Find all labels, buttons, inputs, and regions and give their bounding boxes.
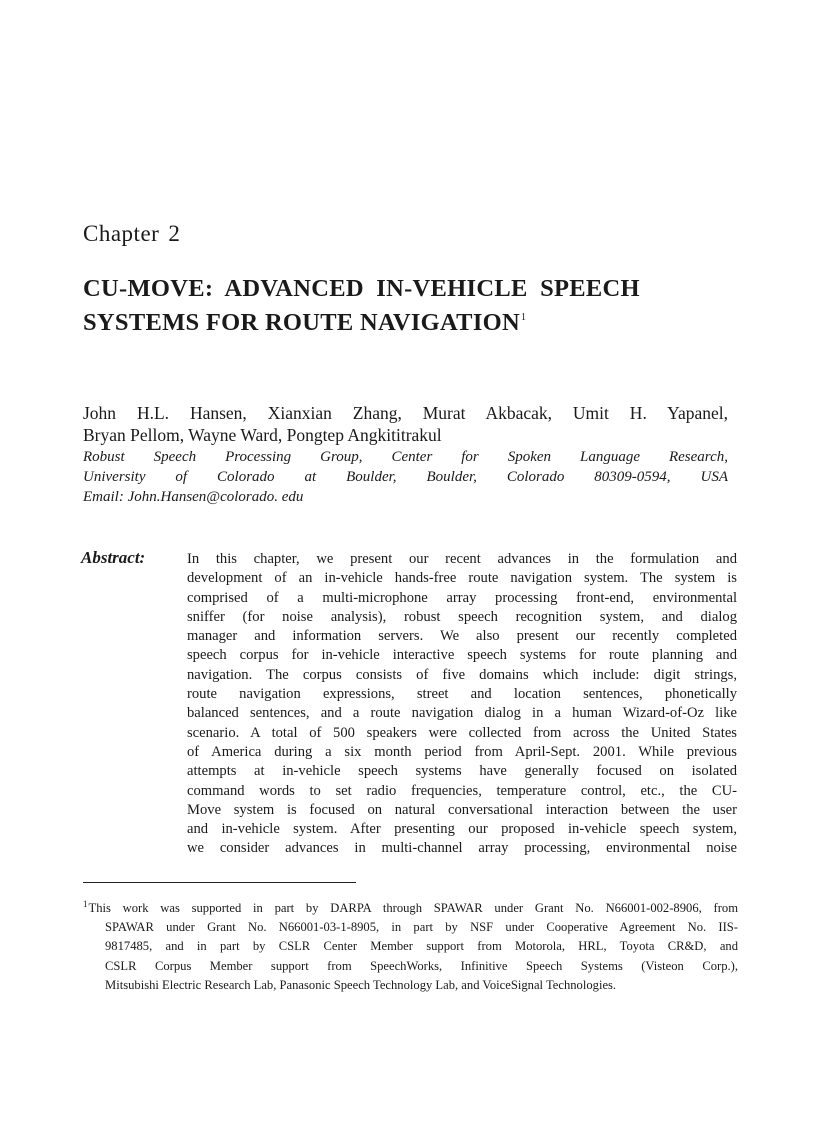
abstract-line: In this chapter, we present our recent advances in the formulation and bbox=[187, 551, 737, 567]
abstract-line: of America during a six month period from April-Sept. 2001. While previous bbox=[187, 743, 737, 760]
affiliation bbox=[83, 447, 728, 507]
footnote-line-text: This work was supported in part by DARPA through SPAWAR under Grant No. N66001-002-8906, from bbox=[88, 901, 738, 915]
chapter-number: 2 bbox=[168, 221, 181, 246]
abstract-line: command words to set radio frequencies, temperature control, etc., the CU- bbox=[187, 782, 737, 799]
abstract-body bbox=[187, 550, 737, 859]
author-line: John H.L. Hansen, Xianxian Zhang, Murat Akbacak, Umit H. Yapanel, bbox=[83, 403, 728, 423]
title-line: CU-MOVE: ADVANCED IN-VEHICLE SPEECH bbox=[83, 275, 640, 302]
author-line: Bryan Pellom, Wayne Ward, Pongtep Angkititrakul bbox=[83, 425, 442, 445]
title-line bbox=[83, 303, 743, 337]
abstract-line: comprised of a multi-microphone array processing front-end, environmental bbox=[187, 589, 737, 606]
abstract-line: balanced sentences, and a route navigation dialog in a human Wizard-of-Oz like bbox=[187, 705, 737, 722]
abstract-label: Abstract: bbox=[81, 548, 146, 567]
footnote-line: 9817485, and in part by CSLR Center Member support from Motorola, HRL, Toyota CR&D, and bbox=[105, 939, 738, 954]
abstract-line: and in-vehicle system. After presenting our proposed in-vehicle speech system, bbox=[187, 821, 737, 838]
abstract-line: Move system is focused on natural conversational interaction between the user bbox=[187, 801, 737, 818]
abstract-line: manager and information servers. We also present our recently completed bbox=[187, 628, 737, 645]
affiliation-line: University of Colorado at Boulder, Boulder, Colorado 80309-0594, USA bbox=[83, 469, 728, 485]
abstract-line: scenario. A total of 500 speakers were collected from across the United States bbox=[187, 724, 737, 741]
title-footnote-marker[interactable]: 1 bbox=[521, 312, 527, 323]
abstract-line: navigation. The corpus consists of five domains which include: digit strings, bbox=[187, 666, 737, 683]
chapter-title bbox=[83, 274, 743, 337]
footnote-divider bbox=[83, 882, 356, 883]
chapter-word: Chapter bbox=[83, 221, 160, 246]
abstract-line: sniffer (for noise analysis), robust speech recognition system, and dialog bbox=[187, 608, 737, 625]
footnote-marker: 1 bbox=[83, 899, 88, 909]
abstract-line: route navigation expressions, street and location sentences, phonetically bbox=[187, 686, 737, 703]
abstract-line: development of an in-vehicle hands-free route navigation system. The system is bbox=[187, 570, 737, 587]
footnote-line: Mitsubishi Electric Research Lab, Panasonic Speech Technology Lab, and VoiceSignal Technologies. bbox=[105, 977, 617, 992]
footnote bbox=[83, 895, 738, 995]
title-line-text: SYSTEMS FOR ROUTE NAVIGATION bbox=[83, 309, 521, 336]
author-list bbox=[83, 402, 728, 446]
footnote-line: CSLR Corpus Member support from SpeechWorks, Infinitive Speech Systems (Visteon Corp.), bbox=[105, 958, 738, 973]
abstract-line: speech corpus for in-vehicle interactive speech systems for route planning and bbox=[187, 647, 737, 664]
footnote-line bbox=[83, 895, 738, 918]
email-line: Email: John.Hansen@colorado. edu bbox=[83, 489, 304, 505]
abstract-line: attempts at in-vehicle speech systems have generally focused on isolated bbox=[187, 763, 737, 780]
affiliation-line: Robust Speech Processing Group, Center for Spoken Language Research, bbox=[83, 449, 728, 465]
abstract-line: we consider advances in multi-channel array processing, environmental noise bbox=[187, 840, 737, 857]
chapter-label bbox=[83, 221, 180, 247]
footnote-line: SPAWAR under Grant No. N66001-03-1-8905, in part by NSF under Cooperative Agreement No. IIS- bbox=[105, 920, 738, 935]
